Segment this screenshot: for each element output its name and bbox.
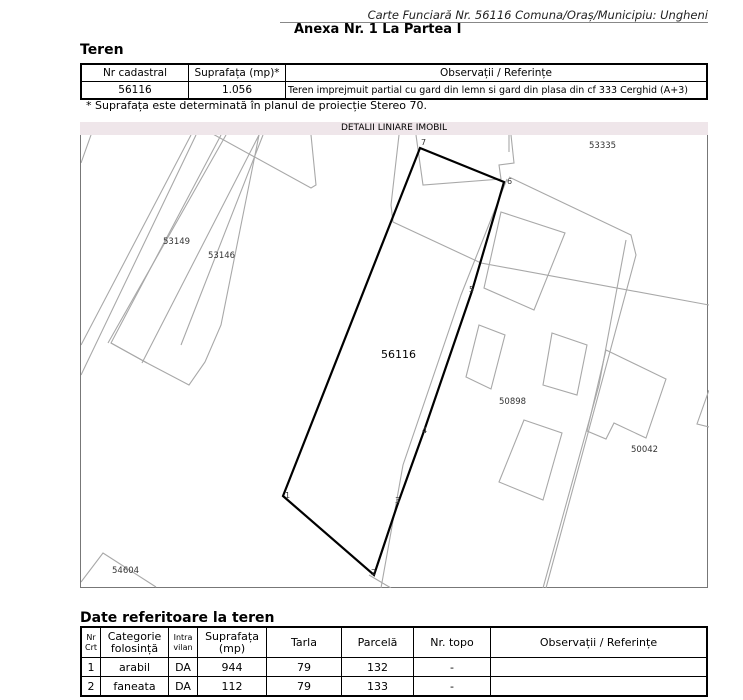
vertex-4: 4 [422, 426, 428, 435]
cell-categorie: faneata [101, 677, 169, 697]
cell-parcela: 133 [342, 677, 414, 697]
date-teren-table [80, 626, 708, 697]
parcel-label-main: 56116 [381, 348, 416, 361]
cell-observatii: Teren imprejmuit partial cu gard din lemn si gard din plasa din cf 333 Cerghid (A+3) [286, 82, 708, 100]
vertex-3: 3 [395, 496, 401, 505]
cell-parcela: 132 [342, 658, 414, 677]
map-banner: DETALII LINIARE IMOBIL [80, 122, 708, 135]
vertex-6: 6 [507, 177, 513, 186]
parcel-label-53146: 53146 [208, 251, 236, 261]
vertex-5: 5 [469, 285, 475, 294]
cell-categorie: arabil [101, 658, 169, 677]
cell-suprafata: 1.056 [189, 82, 286, 100]
table-row [81, 82, 707, 100]
parcel-label-53335: 53335 [589, 141, 617, 151]
col-intravilan: Intra vilan [169, 627, 198, 658]
carte-funciara-header: Carte Funciară Nr. 56116 Comuna/Oraș/Municipiu: Ungheni [367, 8, 708, 22]
table-row [81, 677, 707, 697]
parcel-label-53149: 53149 [163, 237, 191, 247]
cell-suprafata: 944 [198, 658, 267, 677]
parcel-label-50042: 50042 [631, 445, 659, 455]
teren-section-title: Teren [80, 42, 124, 58]
date-teren-section-title: Date referitoare la teren [80, 610, 275, 626]
col-categorie: Categorie folosință [101, 627, 169, 658]
vertex-1: 1 [285, 491, 291, 500]
map-drawing [81, 135, 709, 588]
cell-suprafata: 112 [198, 677, 267, 697]
cell-nr-cadastral: 56116 [81, 82, 189, 100]
footnote: * Suprafața este determinată în planul de proiecție Stereo 70. [86, 99, 428, 112]
col-nr-crt: Nr Crt [81, 627, 101, 658]
cadastral-map [80, 135, 708, 588]
cell-nr-topo: - [414, 658, 491, 677]
teren-table [80, 63, 708, 100]
table-row [81, 658, 707, 677]
vertex-7: 7 [421, 138, 427, 147]
col-nr-topo: Nr. topo [414, 627, 491, 658]
col-parcela: Parcelă [342, 627, 414, 658]
date-teren-table-header [81, 627, 707, 658]
cell-observatii [491, 658, 708, 677]
cell-nr-crt: 2 [81, 677, 101, 697]
col-nr-cadastral: Nr cadastral [81, 64, 189, 82]
col-observatii: Observații / Referințe [491, 627, 708, 658]
col-tarla: Tarla [267, 627, 342, 658]
cell-intravilan: DA [169, 677, 198, 697]
cell-observatii [491, 677, 708, 697]
annex-title: Anexa Nr. 1 La Partea I [294, 22, 462, 37]
cell-intravilan: DA [169, 658, 198, 677]
cell-nr-crt: 1 [81, 658, 101, 677]
col-suprafata: Suprafața (mp)* [189, 64, 286, 82]
cell-tarla: 79 [267, 677, 342, 697]
col-suprafata: Suprafața (mp) [198, 627, 267, 658]
teren-table-header [81, 64, 707, 82]
cell-tarla: 79 [267, 658, 342, 677]
parcel-label-54604: 54604 [112, 566, 140, 576]
vertex-2: 2 [371, 568, 377, 577]
col-observatii: Observații / Referințe [286, 64, 708, 82]
cell-nr-topo: - [414, 677, 491, 697]
parcel-label-50898: 50898 [499, 397, 527, 407]
